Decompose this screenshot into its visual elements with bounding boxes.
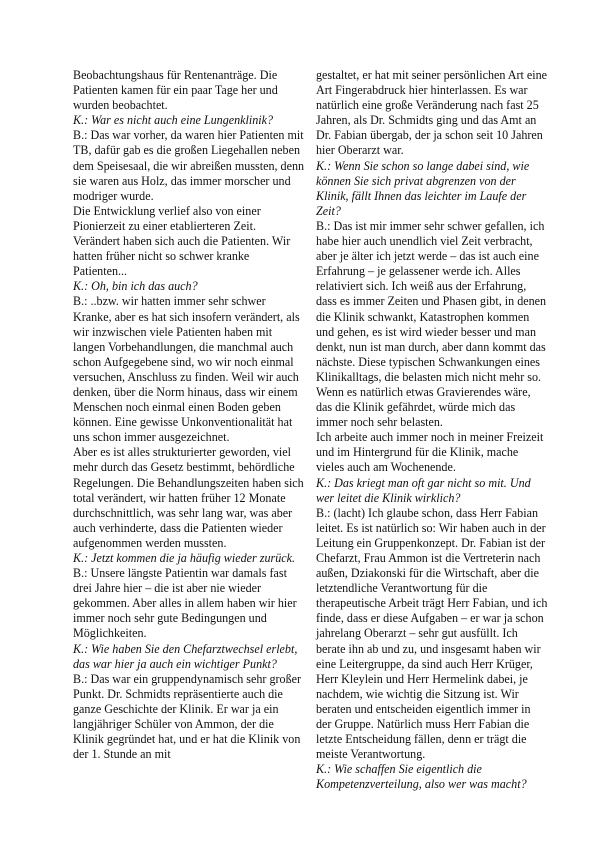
paragraph-answer: B.: Das ist mir immer sehr schwer gefallen, ich habe hier auch unendlich viel Zeit verbracht, aber je älter ich jetzt werde – das ist auch eine Erfahrung – je gelassener werde ich. Alles relativiert sich. Ich weiß aus der Erfahrung, dass es immer Zeiten und Phasen gibt, in denen die Klinik schwankt, Katastrophen kommen und gehen, es ist wird wieder besser und man denkt, nun ist man durch, aber dann kommt das nächste. Diese typischen Schwankungen eines Klinikalltags, die belasten mich nicht mehr so. Wenn es natürlich etwas Gravierendes wäre, das die Klinik gefährdet, würde mich das immer noch sehr belasten. [316,218,547,430]
paragraph-answer: Aber es ist alles strukturierter geworden, viel mehr durch das Gesetz bestimmt, behördliche Regelungen. Die Behandlungszeiten haben sich total verändert, wir hatten früher 12 Monate durchschnittlich, was sehr lang war, was aber auch verhinderte, dass die Patienten wieder aufgenommen werden mussten. [73,445,304,550]
paragraph-answer: B.: Das war vorher, da waren hier Patienten mit TB, dafür gab es die großen Liegehallen neben dem Speisesaal, die wir abreißen mussten, denn sie waren aus Holz, das immer morscher und modriger wurde. [73,128,305,203]
paragraph-answer: B.: ..bzw. wir hatten immer sehr schwer Kranke, aber es hat sich insofern verändert, als wir inzwischen viele Patienten haben mit langen Vorbehandlungen, die manchmal auch schon Aufgegebene sind, wo wir noch einmal versuchen, Anschluss zu finden. Weil wir auch denken, über die Norm hinaus, dass wir einem Menschen noch einmal einen Boden geben können. Eine gewisse Unkonventionalität hat uns schon immer ausgezeichnet. [73,294,300,445]
paragraph-answer: gestaltet, er hat mit seiner persönlichen Art eine Art Fingerabdruck hier hinterlassen. Es war natürlich eine große Veränderung nach fast 25 Jahren, als Dr. Schmidts ging und das Amt an Dr. Fabian übergab, der ja schon seit 10 Jahren hier Oberarzt war. [316,68,548,158]
paragraph-answer: B.: Unsere längste Patientin war damals fast drei Jahre hier – die ist aber nie wieder gekommen. Aber alles in allem haben wir hier immer noch sehr gute Bedingungen und Möglichkeiten. [73,566,297,641]
paragraph-question: K.: Oh, bin ich das auch? [73,279,198,294]
paragraph-answer: B.: Das war ein gruppendynamisch sehr großer Punkt. Dr. Schmidts repräsentierte auch die ganze Geschichte der Klinik. Er war ja ein langjähriger Schüler von Ammon, der die Klinik gegründet hat, und er hat die Klinik von der 1. Stunde an mit [73,671,302,762]
paragraph-question: K.: War es nicht auch eine Lungenklinik? [73,113,274,128]
left-text-column [73,68,305,762]
right-text-column [316,68,548,793]
paragraph-question: K.: Wenn Sie schon so lange dabei sind, wie können Sie sich privat abgrenzen von der Klinik, fällt Ihnen das leichter im Laufe der Zeit? [316,158,530,218]
paragraph-answer: B.: (lacht) Ich glaube schon, dass Herr Fabian leitet. Es ist natürlich so: Wir haben auch in der Leitung ein Gruppenkonzept. Dr. Fabian ist der Chefarzt, Frau Ammon ist die Vertreterin nach außen, Dziakonski für die Wirtschaft, aber die letztendliche Verantwortung für die therapeutische Arbeit trägt Herr Fabian, und ich finde, dass er diese Aufgaben – er war ja schon jahrelang Oberarzt – sehr gut ausfüllt. Ich berate ihn ab und zu, und insgesamt haben wir eine Leitergruppe, da sind auch Herr Krüger, Herr Kleylein und Herr Hermelink dabei, je nachdem, wie wichtig die Sitzung ist. Wir beraten und entscheiden eigentlich immer in der Gruppe. Natürlich muss Herr Fabian die letzte Entscheidung fällen, denn er trägt die meiste Verantwortung. [316,505,548,762]
paragraph-answer: Die Entwicklung verlief also von einer Pionierzeit zu einer etablierteren Zeit. Verändert haben sich auch die Patienten. Wir hatten früher nicht so schwer kranke Patienten... [73,203,291,279]
paragraph-answer: Ich arbeite auch immer noch in meiner Freizeit und im Hintergrund für die Klinik, mache vieles auch am Wochenende. [316,430,544,475]
paragraph-question: K.: Wie schaffen Sie eigentlich die Kompetenzverteilung, also wer was macht? [316,762,527,792]
paragraph-question: K.: Jetzt kommen die ja häufig wieder zurück. [73,551,296,565]
paragraph-question: K.: Das kriegt man oft gar nicht so mit. Und wer leitet die Klinik wirklich? [316,475,531,505]
paragraph-answer: Beobachtungshaus für Rentenanträge. Die Patienten kamen für ein paar Tage her und wurden beobachtet. [73,68,278,113]
paragraph-question: K.: Wie haben Sie den Chefarztwechsel erlebt, das war hier ja auch ein wichtiger Punkt? [73,641,298,671]
